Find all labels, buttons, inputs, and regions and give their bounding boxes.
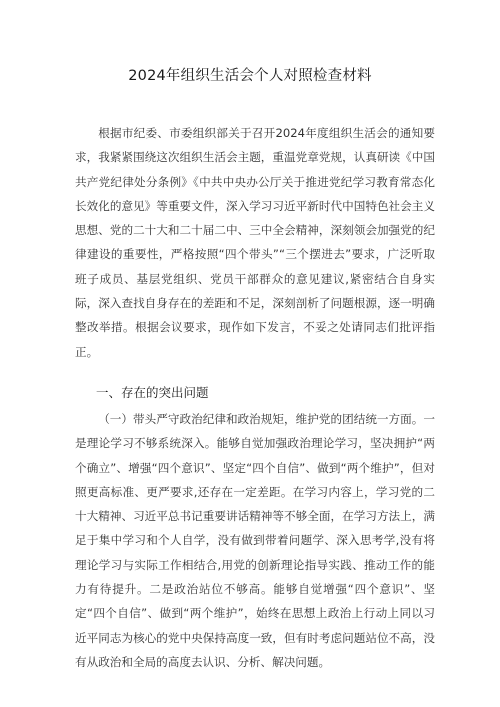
section-heading: 一、存在的突出问题: [96, 385, 209, 400]
document-title: 2024年组织生活会个人对照检查材料: [128, 68, 372, 84]
intro-paragraph: 根据市纪委、市委组织部关于召开2024年度组织生活会的通知要求，我紧紧围绕这次组织生活会主题，重温党章党规，认真研读《中国共产党纪律处分条例》《中共中央办公厅关于推进党纪学习教育常态化长效化的意见》等重要文件，深入学习习近平新时代中国特色社会主义思想、党的二十大和二十届二中、三中全会精神，深刻领会加强党的纪律建设的重要性，严格按照“四个带头”“三个摆进去”要求，广泛听取班子成员、基层党组织、党员干部群众的意见建议,紧密结合自身实际，深入查找自身存在的差距和不足，深刻剖析了问题根源，逐一明确整改举措。根据会议要求，现作如下发言，不妥之处请同志们批评指正。: [75, 126, 435, 359]
section-body-paragraph: （一）带头严守政治纪律和政治规矩，维护党的团结统一方面。一是理论学习不够系统深入。能够自觉加强政治理论学习，坚决拥护“两个确立”、增强“四个意识”、坚定“四个自信”、做到“两个维护”，但对照更高标准、更严要求,还存在一定差距。在学习内容上，学习党的二十大精神、习近平总书记重要讲话精神等不够全面，在学习方法上，满足于集中学习和个人自学，没有做到带着问题学、深入思考学,没有将理论学习与实际工作相结合,用党的创新理论指导实践、推动工作的能力有待提升。二是政治站位不够高。能够自觉增强“四个意识”、坚定“四个自信”、做到“两个维护”，始终在思想上政治上行动上同以习近平同志为核心的党中央保持高度一致，但有时考虑问题站位不高，没有从政治和全局的高度去认识、分析、解决问题。: [75, 412, 435, 669]
